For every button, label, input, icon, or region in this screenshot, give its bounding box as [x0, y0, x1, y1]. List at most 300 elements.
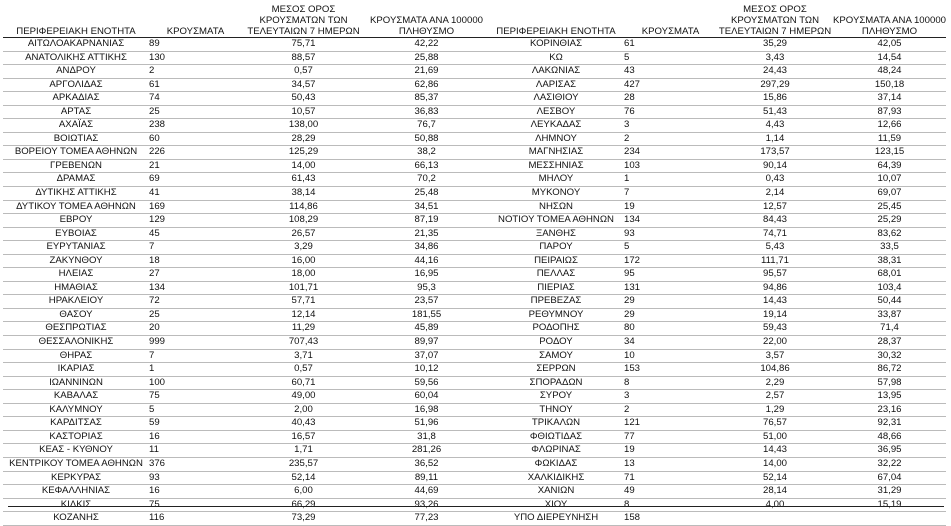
avg7-cell: 52,14 [242, 471, 365, 485]
per100k-cell: 76,7 [365, 119, 488, 133]
table-row [488, 132, 946, 146]
avg7-cell: 11,29 [242, 322, 365, 336]
per100k-cell: 83,62 [833, 227, 946, 241]
table-row [3, 254, 488, 268]
region-cell: ΗΜΑΘΙΑΣ [3, 281, 149, 295]
avg7-cell: 51,43 [717, 105, 833, 119]
avg7-cell: 16,00 [242, 254, 365, 268]
cases-cell: 238 [149, 119, 242, 133]
per100k-cell: 45,89 [365, 322, 488, 336]
avg7-cell: 76,57 [717, 417, 833, 431]
per100k-cell: 92,31 [833, 417, 946, 431]
region-cell: ΚΕΝΤΡΙΚΟΥ ΤΟΜΕΑ ΑΘΗΝΩΝ [3, 457, 149, 471]
per100k-cell: 34,51 [365, 200, 488, 214]
avg7-cell: 51,00 [717, 430, 833, 444]
per100k-cell: 60,04 [365, 390, 488, 404]
avg7-cell: 0,57 [242, 65, 365, 79]
cases-cell: 3 [624, 119, 717, 133]
region-cell: ΦΘΙΩΤΙΔΑΣ [488, 430, 624, 444]
table-row [3, 349, 488, 363]
cases-cell: 7 [624, 187, 717, 201]
table-row [3, 92, 488, 106]
avg7-cell: 18,00 [242, 268, 365, 282]
per100k-cell: 32,22 [833, 457, 946, 471]
avg7-cell: 88,57 [242, 51, 365, 65]
per100k-cell: 30,32 [833, 349, 946, 363]
region-cell: ΜΥΚΟΝΟΥ [488, 187, 624, 201]
region-cell: ΣΠΟΡΑΔΩΝ [488, 376, 624, 390]
per100k-cell: 14,54 [833, 51, 946, 65]
per100k-cell: 42,05 [833, 38, 946, 52]
region-cell: ΛΗΜΝΟΥ [488, 132, 624, 146]
cases-cell: 11 [149, 444, 242, 458]
cases-cell: 27 [149, 268, 242, 282]
avg7-cell: 90,14 [717, 159, 833, 173]
table-row [3, 38, 488, 52]
region-cell: ΚΩ [488, 51, 624, 65]
table-row [3, 200, 488, 214]
cases-cell: 89 [149, 38, 242, 52]
region-cell: ΚΕΡΚΥΡΑΣ [3, 471, 149, 485]
cases-cell: 100 [149, 376, 242, 390]
per100k-cell: 67,04 [833, 471, 946, 485]
avg7-cell: 60,71 [242, 376, 365, 390]
region-cell: ΧΑΛΚΙΔΙΚΗΣ [488, 471, 624, 485]
cases-cell: 5 [149, 403, 242, 417]
per100k-cell: 12,66 [833, 119, 946, 133]
cases-cell: 376 [149, 457, 242, 471]
cases-cell: 75 [149, 498, 242, 512]
table-row [488, 38, 946, 52]
header-cases: ΚΡΟΥΣΜΑΤΑ [149, 0, 242, 38]
cases-cell: 49 [624, 485, 717, 499]
avg7-cell: 3,71 [242, 349, 365, 363]
region-cell: ΡΟΔΟΠΗΣ [488, 322, 624, 336]
cases-cell: 134 [149, 281, 242, 295]
per100k-cell: 36,52 [365, 457, 488, 471]
table-row [3, 227, 488, 241]
region-cell: ΚΕΑΣ - ΚΥΘΝΟΥ [3, 444, 149, 458]
table-row [488, 146, 946, 160]
per100k-cell: 13,95 [833, 390, 946, 404]
region-cell: ΑΡΓΟΛΙΔΑΣ [3, 78, 149, 92]
bottom-rule [8, 506, 944, 507]
avg7-cell: 707,43 [242, 336, 365, 350]
cases-cell: 999 [149, 336, 242, 350]
region-cell: ΔΥΤΙΚΗΣ ΑΤΤΙΚΗΣ [3, 187, 149, 201]
avg7-cell: 38,14 [242, 187, 365, 201]
cases-cell: 71 [624, 471, 717, 485]
table-row [3, 281, 488, 295]
per100k-cell: 64,39 [833, 159, 946, 173]
avg7-cell: 28,29 [242, 132, 365, 146]
header-region: ΠΕΡΙΦΕΡΕΙΑΚΗ ΕΝΟΤΗΤΑ [3, 0, 149, 38]
table-row [3, 187, 488, 201]
region-cell: ΚΕΦΑΛΛΗΝΙΑΣ [3, 485, 149, 499]
cases-cell: 45 [149, 227, 242, 241]
per100k-cell: 48,24 [833, 65, 946, 79]
avg7-cell: 74,71 [717, 227, 833, 241]
per100k-cell: 38,2 [365, 146, 488, 160]
table-row [488, 485, 946, 499]
region-cell: ΜΑΓΝΗΣΙΑΣ [488, 146, 624, 160]
avg7-cell: 73,29 [242, 512, 365, 526]
region-cell: ΘΗΡΑΣ [3, 349, 149, 363]
avg7-cell: 111,71 [717, 254, 833, 268]
table-row [3, 403, 488, 417]
per100k-cell: 25,48 [365, 187, 488, 201]
avg7-cell: 26,57 [242, 227, 365, 241]
cases-cell: 8 [624, 376, 717, 390]
per100k-cell: 34,86 [365, 241, 488, 255]
table-row [488, 444, 946, 458]
region-cell: ΥΠΟ ΔΙΕΡΕΥΝΗΣΗ [488, 512, 624, 526]
per100k-cell: 51,96 [365, 417, 488, 431]
region-cell: ΔΡΑΜΑΣ [3, 173, 149, 187]
left-table [3, 0, 488, 526]
cases-cell: 10 [624, 349, 717, 363]
region-cell: ΛΑΣΙΘΙΟΥ [488, 92, 624, 106]
avg7-cell: 14,43 [717, 444, 833, 458]
region-cell: ΑΝΔΡΟΥ [3, 65, 149, 79]
avg7-cell: 3,43 [717, 51, 833, 65]
region-cell: ΠΙΕΡΙΑΣ [488, 281, 624, 295]
region-cell: ΘΑΣΟΥ [3, 308, 149, 322]
avg7-cell: 2,57 [717, 390, 833, 404]
cases-cell: 2 [149, 65, 242, 79]
avg7-cell: 16,57 [242, 430, 365, 444]
avg7-cell: 15,86 [717, 92, 833, 106]
left-header-row [3, 0, 488, 38]
avg7-cell: 14,00 [717, 457, 833, 471]
table-row [3, 119, 488, 133]
per100k-cell: 66,13 [365, 159, 488, 173]
per100k-cell: 25,88 [365, 51, 488, 65]
avg7-cell: 35,29 [717, 38, 833, 52]
per100k-cell: 281,26 [365, 444, 488, 458]
cases-cell: 16 [149, 485, 242, 499]
avg7-cell: 6,00 [242, 485, 365, 499]
region-cell: ΦΛΩΡΙΝΑΣ [488, 444, 624, 458]
table-row [488, 363, 946, 377]
table-row [3, 485, 488, 499]
avg7-cell: 57,71 [242, 295, 365, 309]
table-row [3, 78, 488, 92]
avg7-cell: 101,71 [242, 281, 365, 295]
per100k-cell: 150,18 [833, 78, 946, 92]
table-row [3, 512, 488, 526]
region-cell: ΠΑΡΟΥ [488, 241, 624, 255]
avg7-cell: 75,71 [242, 38, 365, 52]
cases-cell: 41 [149, 187, 242, 201]
header-cases: ΚΡΟΥΣΜΑΤΑ [624, 0, 717, 38]
avg7-cell: 235,57 [242, 457, 365, 471]
table-row [488, 200, 946, 214]
table-row [3, 268, 488, 282]
per100k-cell: 21,69 [365, 65, 488, 79]
per100k-cell: 85,37 [365, 92, 488, 106]
per100k-cell: 86,72 [833, 363, 946, 377]
cases-cell: 5 [624, 241, 717, 255]
table-row [488, 322, 946, 336]
avg7-cell: 2,14 [717, 187, 833, 201]
table-row [488, 214, 946, 228]
table-row [3, 336, 488, 350]
avg7-cell: 19,14 [717, 308, 833, 322]
cases-cell: 60 [149, 132, 242, 146]
cases-cell: 1 [149, 363, 242, 377]
region-cell: ΡΕΘΥΜΝΟΥ [488, 308, 624, 322]
avg7-cell: 0,43 [717, 173, 833, 187]
avg7-cell: 10,57 [242, 105, 365, 119]
per100k-cell: 37,14 [833, 92, 946, 106]
region-cell: ΡΟΔΟΥ [488, 336, 624, 350]
avg7-cell: 95,57 [717, 268, 833, 282]
table-row [488, 187, 946, 201]
table-row [488, 498, 946, 512]
table-row [488, 457, 946, 471]
avg7-cell: 138,00 [242, 119, 365, 133]
table-row [488, 430, 946, 444]
avg7-cell: 22,00 [717, 336, 833, 350]
table-row [3, 498, 488, 512]
table-row [3, 105, 488, 119]
region-cell: ΠΕΙΡΑΙΩΣ [488, 254, 624, 268]
per100k-cell: 10,12 [365, 363, 488, 377]
region-cell: ΘΕΣΣΑΛΟΝΙΚΗΣ [3, 336, 149, 350]
region-cell: ΚΑΛΥΜΝΟΥ [3, 403, 149, 417]
per100k-cell: 89,11 [365, 471, 488, 485]
per100k-cell: 87,93 [833, 105, 946, 119]
per100k-cell: 48,66 [833, 430, 946, 444]
region-cell: ΙΩΑΝΝΙΝΩΝ [3, 376, 149, 390]
cases-cell: 93 [149, 471, 242, 485]
avg7-cell: 14,43 [717, 295, 833, 309]
per100k-cell: 103,4 [833, 281, 946, 295]
cases-cell: 80 [624, 322, 717, 336]
per100k-cell: 21,35 [365, 227, 488, 241]
header-avg7: ΜΕΣΟΣ ΟΡΟΣ ΚΡΟΥΣΜΑΤΩΝ ΤΩΝ ΤΕΛΕΥΤΑΙΩΝ 7 ΗΜΕΡΩΝ [242, 0, 365, 38]
table-row [3, 173, 488, 187]
region-cell: ΑΙΤΩΛΟΑΚΑΡΝΑΝΙΑΣ [3, 38, 149, 52]
per100k-cell: 38,31 [833, 254, 946, 268]
region-cell: ΑΡΤΑΣ [3, 105, 149, 119]
table-row [3, 322, 488, 336]
per100k-cell: 71,4 [833, 322, 946, 336]
table-row [3, 146, 488, 160]
per100k-cell: 36,95 [833, 444, 946, 458]
avg7-cell: 3,29 [242, 241, 365, 255]
cases-cell: 76 [624, 105, 717, 119]
avg7-cell: 3,57 [717, 349, 833, 363]
per100k-cell: 70,2 [365, 173, 488, 187]
cases-cell: 103 [624, 159, 717, 173]
region-cell: ΒΟΡΕΙΟΥ ΤΟΜΕΑ ΑΘΗΝΩΝ [3, 146, 149, 160]
right-table-body [488, 38, 946, 526]
per100k-cell: 44,16 [365, 254, 488, 268]
cases-cell: 226 [149, 146, 242, 160]
avg7-cell: 52,14 [717, 471, 833, 485]
per100k-cell: 181,55 [365, 308, 488, 322]
header-region: ΠΕΡΙΦΕΡΕΙΑΚΗ ΕΝΟΤΗΤΑ [488, 0, 624, 38]
region-cell: ΚΟΖΑΝΗΣ [3, 512, 149, 526]
table-row [3, 376, 488, 390]
per100k-cell: 23,57 [365, 295, 488, 309]
region-cell: ΛΕΥΚΑΔΑΣ [488, 119, 624, 133]
cases-cell: 427 [624, 78, 717, 92]
per100k-cell: 57,98 [833, 376, 946, 390]
region-cell: ΔΥΤΙΚΟΥ ΤΟΜΕΑ ΑΘΗΝΩΝ [3, 200, 149, 214]
cases-cell: 29 [624, 308, 717, 322]
region-cell: ΚΑΒΑΛΑΣ [3, 390, 149, 404]
cases-cell: 19 [624, 444, 717, 458]
per100k-cell: 28,37 [833, 336, 946, 350]
avg7-cell: 4,43 [717, 119, 833, 133]
avg7-cell: 2,29 [717, 376, 833, 390]
region-cell: ΤΗΝΟΥ [488, 403, 624, 417]
header-avg7: ΜΕΣΟΣ ΟΡΟΣ ΚΡΟΥΣΜΑΤΩΝ ΤΩΝ ΤΕΛΕΥΤΑΙΩΝ 7 ΗΜΕΡΩΝ [717, 0, 833, 38]
avg7-cell: 28,14 [717, 485, 833, 499]
cases-cell: 5 [624, 51, 717, 65]
region-cell: ΚΙΛΚΙΣ [3, 498, 149, 512]
table-row [3, 444, 488, 458]
region-cell: ΓΡΕΒΕΝΩΝ [3, 159, 149, 173]
per100k-cell: 36,83 [365, 105, 488, 119]
cases-cell: 153 [624, 363, 717, 377]
per100k-cell: 25,29 [833, 214, 946, 228]
avg7-cell: 297,29 [717, 78, 833, 92]
region-cell: ΖΑΚΥΝΘΟΥ [3, 254, 149, 268]
avg7-cell: 94,86 [717, 281, 833, 295]
per100k-cell: 23,16 [833, 403, 946, 417]
avg7-cell: 125,29 [242, 146, 365, 160]
per100k-cell: 69,07 [833, 187, 946, 201]
table-row [488, 308, 946, 322]
header-per100k: ΚΡΟΥΣΜΑΤΑ ΑΝΑ 100000 ΠΛΗΘΥΣΜΟ [833, 0, 946, 38]
table-row [3, 65, 488, 79]
per100k-cell: 15,19 [833, 498, 946, 512]
per100k-cell: 62,86 [365, 78, 488, 92]
per100k-cell: 25,45 [833, 200, 946, 214]
cases-cell: 25 [149, 105, 242, 119]
cases-cell: 74 [149, 92, 242, 106]
region-cell: ΒΟΙΩΤΙΑΣ [3, 132, 149, 146]
table-row [488, 349, 946, 363]
avg7-cell: 59,43 [717, 322, 833, 336]
cases-cell: 234 [624, 146, 717, 160]
cases-cell: 93 [624, 227, 717, 241]
avg7-cell: 108,29 [242, 214, 365, 228]
avg7-cell: 4,00 [717, 498, 833, 512]
cases-cell: 129 [149, 214, 242, 228]
avg7-cell: 1,29 [717, 403, 833, 417]
table-row [488, 105, 946, 119]
cases-cell: 69 [149, 173, 242, 187]
cases-cell: 72 [149, 295, 242, 309]
per100k-cell: 33,5 [833, 241, 946, 255]
per100k-cell: 123,15 [833, 146, 946, 160]
table-row [488, 51, 946, 65]
per100k-cell: 10,07 [833, 173, 946, 187]
table-row [488, 336, 946, 350]
region-cell: ΕΥΒΟΙΑΣ [3, 227, 149, 241]
avg7-cell: 1,71 [242, 444, 365, 458]
cases-cell: 59 [149, 417, 242, 431]
cases-cell: 7 [149, 349, 242, 363]
region-cell: ΕΥΡΥΤΑΝΙΑΣ [3, 241, 149, 255]
table-row [488, 471, 946, 485]
cases-cell: 61 [149, 78, 242, 92]
table-row [488, 295, 946, 309]
table-row [3, 295, 488, 309]
region-cell: ΧΑΝΙΩΝ [488, 485, 624, 499]
avg7-cell: 49,00 [242, 390, 365, 404]
region-cell: ΑΝΑΤΟΛΙΚΗΣ ΑΤΤΙΚΗΣ [3, 51, 149, 65]
table-row [3, 132, 488, 146]
region-cell: ΜΗΛΟΥ [488, 173, 624, 187]
cases-cell: 29 [624, 295, 717, 309]
per100k-cell: 33,87 [833, 308, 946, 322]
table-row [488, 254, 946, 268]
region-cell: ΧΙΟΥ [488, 498, 624, 512]
per100k-cell [833, 512, 946, 526]
table-row [488, 119, 946, 133]
table-row [488, 227, 946, 241]
table-row [3, 159, 488, 173]
per100k-cell: 42,22 [365, 38, 488, 52]
right-table [488, 0, 946, 526]
avg7-cell: 24,43 [717, 65, 833, 79]
per100k-cell: 16,95 [365, 268, 488, 282]
per100k-cell: 31,29 [833, 485, 946, 499]
avg7-cell [717, 512, 833, 526]
avg7-cell: 66,29 [242, 498, 365, 512]
cases-cell: 134 [624, 214, 717, 228]
cases-cell: 116 [149, 512, 242, 526]
table-row [3, 241, 488, 255]
table-row [488, 92, 946, 106]
cases-cell: 25 [149, 308, 242, 322]
avg7-cell: 14,00 [242, 159, 365, 173]
avg7-cell: 12,14 [242, 308, 365, 322]
avg7-cell: 1,14 [717, 132, 833, 146]
region-cell: ΗΛΕΙΑΣ [3, 268, 149, 282]
table-row [488, 241, 946, 255]
table-row [3, 308, 488, 322]
cases-cell: 131 [624, 281, 717, 295]
cases-cell: 2 [624, 132, 717, 146]
avg7-cell: 12,57 [717, 200, 833, 214]
region-cell: ΕΒΡΟΥ [3, 214, 149, 228]
avg7-cell: 5,43 [717, 241, 833, 255]
cases-cell: 77 [624, 430, 717, 444]
header-per100k: ΚΡΟΥΣΜΑΤΑ ΑΝΑ 100000 ΠΛΗΘΥΣΜΟ [365, 0, 488, 38]
region-cell: ΑΡΚΑΔΙΑΣ [3, 92, 149, 106]
table-row [488, 390, 946, 404]
table-row [3, 471, 488, 485]
cases-cell: 3 [624, 390, 717, 404]
cases-cell: 8 [624, 498, 717, 512]
cases-cell: 34 [624, 336, 717, 350]
avg7-cell: 40,43 [242, 417, 365, 431]
cases-cell: 121 [624, 417, 717, 431]
per100k-cell: 50,44 [833, 295, 946, 309]
table-row [3, 430, 488, 444]
region-cell: ΚΑΣΤΟΡΙΑΣ [3, 430, 149, 444]
table-row [488, 403, 946, 417]
table-row [488, 173, 946, 187]
region-cell: ΤΡΙΚΑΛΩΝ [488, 417, 624, 431]
